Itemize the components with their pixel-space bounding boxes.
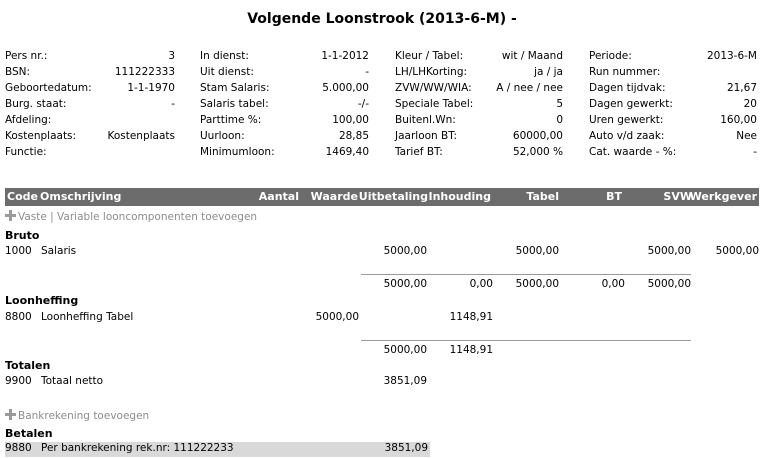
info-label: In dienst: bbox=[200, 50, 249, 62]
info-label: Dagen tijdvak: bbox=[589, 82, 666, 94]
info-label: Uurloon: bbox=[200, 130, 245, 142]
section-title-betalen: Betalen bbox=[5, 427, 53, 440]
info-row bbox=[5, 144, 175, 160]
row-uitbetaling: 3851,09 bbox=[383, 375, 427, 387]
info-value: 28,85 bbox=[338, 130, 369, 142]
subtotal-bt: 0,00 bbox=[601, 278, 625, 290]
plus-icon bbox=[5, 409, 16, 420]
subtotal-inhouding: 1148,91 bbox=[449, 344, 493, 356]
table-header bbox=[5, 188, 759, 206]
info-value: 52,000 % bbox=[512, 146, 563, 158]
header-inhouding: Inhouding bbox=[428, 190, 491, 203]
row-code: 1000 bbox=[5, 245, 32, 257]
info-label: BSN: bbox=[5, 66, 31, 78]
info-column-personal bbox=[5, 48, 175, 160]
row-waarde: 5000,00 bbox=[315, 311, 359, 323]
subtotal-inhouding: 0,00 bbox=[469, 278, 493, 290]
row-description: Per bankrekening rek.nr: 111222233 bbox=[41, 442, 234, 454]
info-value: 100,00 bbox=[332, 114, 369, 126]
info-value: A / nee / nee bbox=[496, 82, 563, 94]
info-row bbox=[395, 80, 563, 96]
info-label: Uit dienst: bbox=[200, 66, 254, 78]
add-components-link[interactable] bbox=[5, 210, 257, 223]
info-row bbox=[395, 96, 563, 112]
add-components-label: Vaste | Variable looncomponenten toevoegen bbox=[18, 211, 258, 223]
info-value: 111222333 bbox=[114, 66, 175, 78]
info-label: Buitenl.Wn: bbox=[395, 114, 456, 126]
info-value: 1-1-2012 bbox=[321, 50, 369, 62]
subtotal-row bbox=[5, 278, 759, 293]
info-row bbox=[5, 80, 175, 96]
info-label: Burg. staat: bbox=[5, 98, 67, 110]
info-label: Minimumloon: bbox=[200, 146, 275, 158]
section-title-bruto: Bruto bbox=[5, 229, 40, 242]
info-value: wit / Maand bbox=[501, 50, 563, 62]
info-column-period bbox=[589, 48, 757, 160]
info-label: Tarief BT: bbox=[395, 146, 443, 158]
info-value: 0 bbox=[556, 114, 563, 126]
info-row bbox=[395, 64, 563, 80]
info-label: Run nummer: bbox=[589, 66, 661, 78]
subtotal-uitbetaling: 5000,00 bbox=[383, 278, 427, 290]
info-row bbox=[589, 64, 757, 80]
info-row bbox=[589, 128, 757, 144]
info-value: 3 bbox=[168, 50, 175, 62]
info-value: 60000,00 bbox=[512, 130, 563, 142]
info-label: Auto v/d zaak: bbox=[589, 130, 665, 142]
info-value: 1469,40 bbox=[325, 146, 369, 158]
info-row bbox=[5, 96, 175, 112]
header-tabel: Tabel bbox=[526, 190, 559, 203]
info-row bbox=[200, 144, 369, 160]
info-row bbox=[200, 64, 369, 80]
header-aantal: Aantal bbox=[258, 190, 299, 203]
info-value: 5.000,00 bbox=[322, 82, 369, 94]
info-row bbox=[589, 112, 757, 128]
header-svw: SVW bbox=[663, 190, 692, 203]
info-label: Cat. waarde - %: bbox=[589, 146, 677, 158]
row-code: 9900 bbox=[5, 375, 32, 387]
info-row bbox=[395, 112, 563, 128]
row-werkgever: 5000,00 bbox=[715, 245, 759, 257]
row-uitbetaling: 5000,00 bbox=[383, 245, 427, 257]
add-bank-account-link[interactable] bbox=[5, 409, 149, 422]
row-description: Salaris bbox=[41, 245, 77, 257]
header-bt: BT bbox=[606, 190, 622, 203]
info-column-tax bbox=[395, 48, 563, 160]
info-label: Salaris tabel: bbox=[200, 98, 269, 110]
info-value: 160,00 bbox=[720, 114, 757, 126]
row-description: Loonheffing Tabel bbox=[41, 311, 134, 323]
info-label: Kleur / Tabel: bbox=[395, 50, 464, 62]
info-value: 2013-6-M bbox=[706, 50, 757, 62]
info-row bbox=[589, 80, 757, 96]
subtotal-divider bbox=[361, 274, 691, 275]
subtotal-divider bbox=[361, 340, 691, 341]
info-value: - bbox=[753, 146, 757, 158]
info-label: Uren gewerkt: bbox=[589, 114, 664, 126]
info-row bbox=[5, 48, 175, 64]
info-label: ZVW/WW/WIA: bbox=[395, 82, 472, 94]
row-code: 9880 bbox=[5, 442, 32, 454]
info-value: -/- bbox=[357, 98, 369, 110]
info-value: ja / ja bbox=[534, 66, 563, 78]
row-uitbetaling: 3851,09 bbox=[384, 442, 428, 454]
header-uitbetaling: Uitbetaling bbox=[358, 190, 428, 203]
table-row[interactable] bbox=[5, 311, 759, 326]
info-column-employment bbox=[200, 48, 369, 160]
info-row bbox=[395, 48, 563, 64]
info-row bbox=[200, 80, 369, 96]
info-value: 20 bbox=[743, 98, 757, 110]
row-description: Totaal netto bbox=[41, 375, 104, 387]
header-waarde: Waarde bbox=[310, 190, 358, 203]
info-value: Nee bbox=[736, 130, 757, 142]
table-row[interactable] bbox=[5, 442, 430, 457]
row-inhouding: 1148,91 bbox=[449, 311, 493, 323]
table-row[interactable] bbox=[5, 375, 759, 390]
row-svw: 5000,00 bbox=[647, 245, 691, 257]
info-value: Kostenplaats bbox=[107, 130, 175, 142]
subtotal-uitbetaling: 5000,00 bbox=[383, 344, 427, 356]
info-value: 5 bbox=[556, 98, 563, 110]
info-row bbox=[589, 48, 757, 64]
info-label: Afdeling: bbox=[5, 114, 52, 126]
section-title-totalen: Totalen bbox=[5, 359, 51, 372]
info-label: Stam Salaris: bbox=[200, 82, 270, 94]
header-werkgever: Werkgever bbox=[689, 190, 757, 203]
section-title-loonheffing: Loonheffing bbox=[5, 294, 79, 307]
info-label: Speciale Tabel: bbox=[395, 98, 474, 110]
plus-icon bbox=[5, 210, 16, 221]
info-row bbox=[589, 96, 757, 112]
info-row bbox=[5, 128, 175, 144]
info-row bbox=[5, 112, 175, 128]
add-bank-label: Bankrekening toevoegen bbox=[18, 410, 150, 422]
info-label: Dagen gewerkt: bbox=[589, 98, 673, 110]
header-omschrijving: Omschrijving bbox=[40, 190, 122, 203]
info-label: Parttime %: bbox=[200, 114, 262, 126]
subtotal-row bbox=[5, 344, 759, 359]
info-row bbox=[589, 144, 757, 160]
info-row bbox=[200, 112, 369, 128]
row-code: 8800 bbox=[5, 311, 32, 323]
info-value: 1-1-1970 bbox=[127, 82, 175, 94]
info-label: Kostenplaats: bbox=[5, 130, 77, 142]
header-code: Code bbox=[7, 190, 38, 203]
info-label: Geboortedatum: bbox=[5, 82, 92, 94]
info-row bbox=[395, 128, 563, 144]
table-row[interactable] bbox=[5, 245, 759, 260]
info-row bbox=[5, 64, 175, 80]
subtotal-tabel: 5000,00 bbox=[515, 278, 559, 290]
subtotal-svw: 5000,00 bbox=[647, 278, 691, 290]
info-row bbox=[200, 48, 369, 64]
info-row bbox=[395, 144, 563, 160]
info-label: Jaarloon BT: bbox=[395, 130, 458, 142]
info-value: 21,67 bbox=[726, 82, 757, 94]
row-tabel: 5000,00 bbox=[515, 245, 559, 257]
info-row bbox=[200, 96, 369, 112]
info-label: Periode: bbox=[589, 50, 632, 62]
info-label: Pers nr.: bbox=[5, 50, 48, 62]
page-title: Volgende Loonstrook (2013-6-M) - bbox=[247, 11, 517, 27]
info-label: Functie: bbox=[5, 146, 47, 158]
info-row bbox=[200, 128, 369, 144]
info-value: - bbox=[365, 66, 369, 78]
info-label: LH/LHKorting: bbox=[395, 66, 468, 78]
info-value: - bbox=[171, 98, 175, 110]
